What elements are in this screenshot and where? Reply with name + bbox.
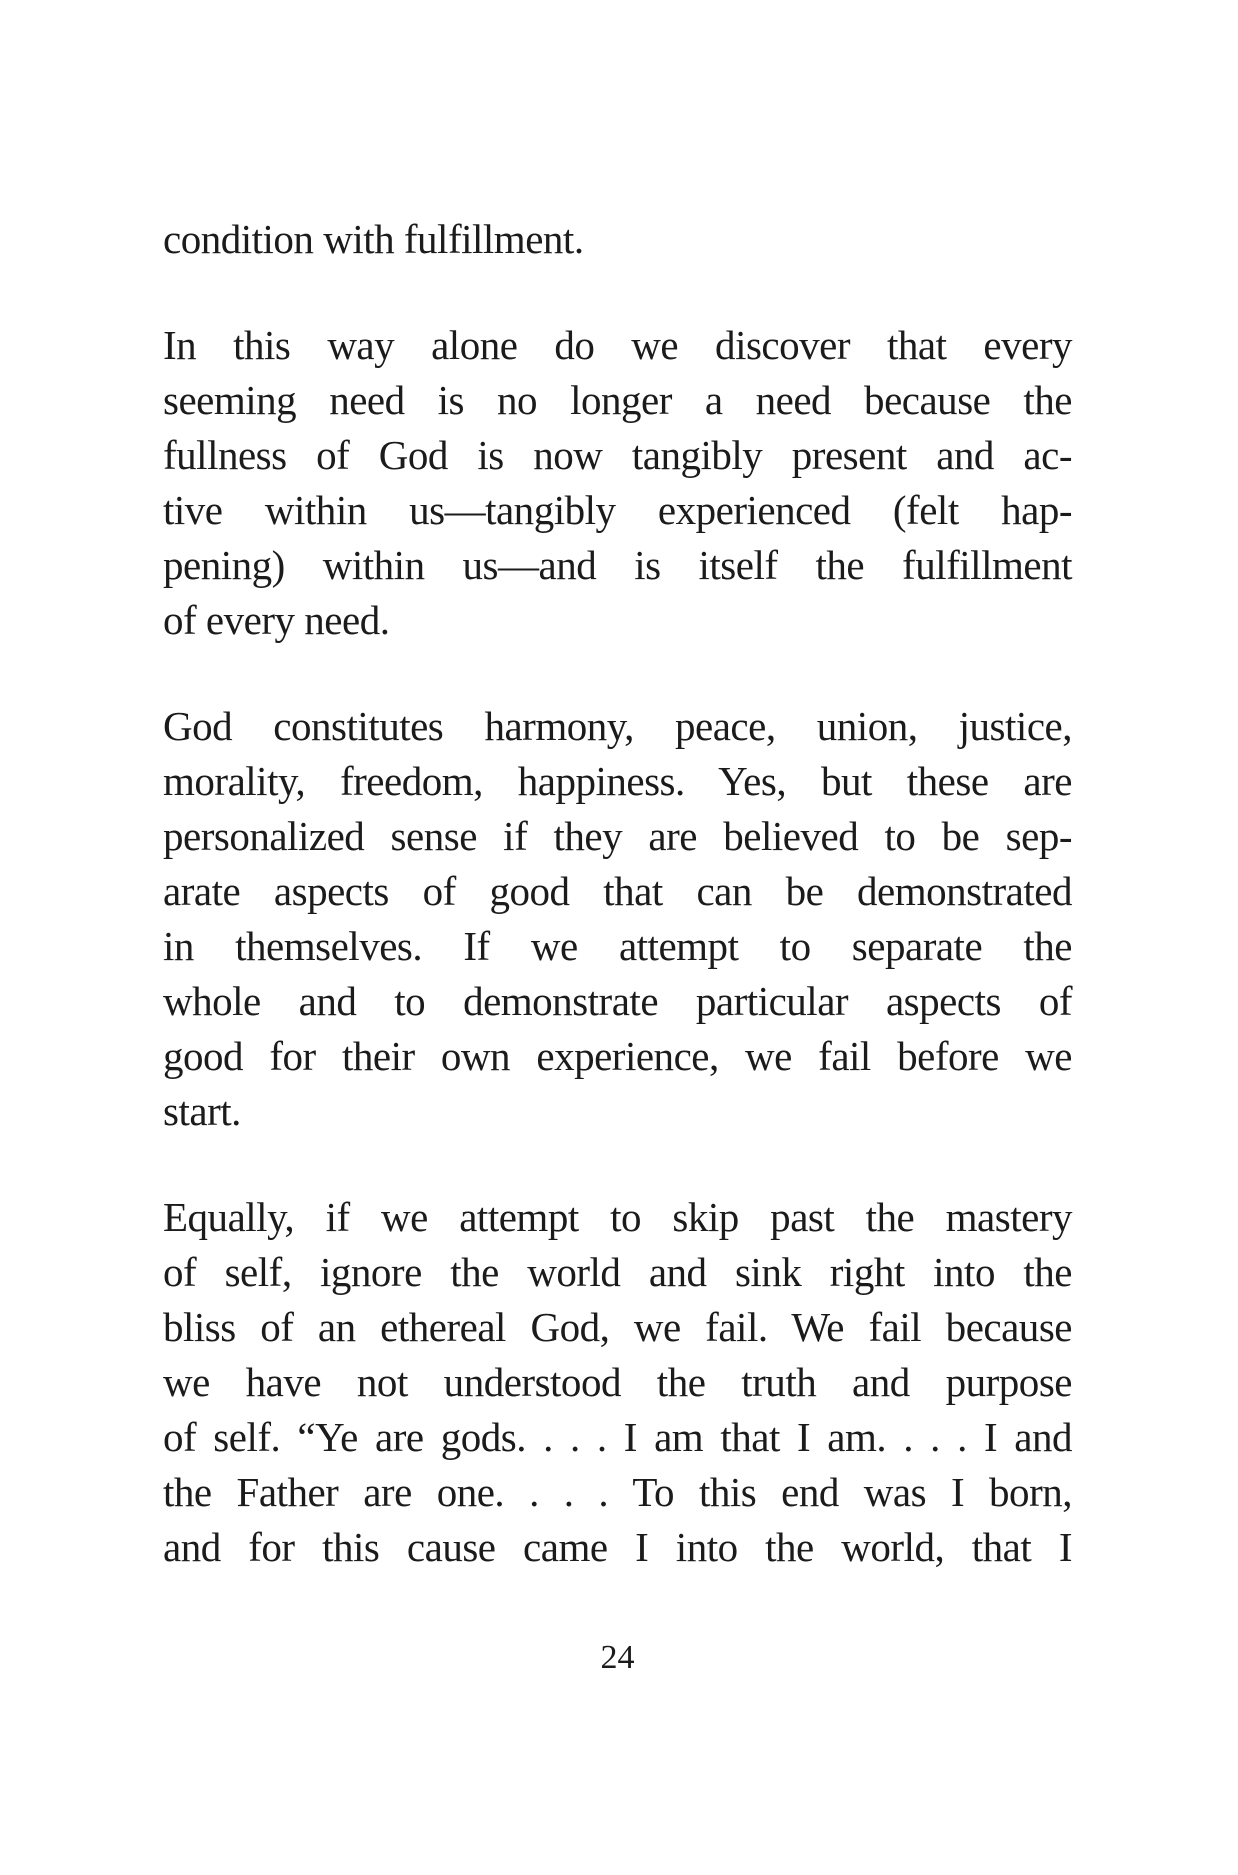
text-line: start.: [163, 1088, 241, 1134]
text-line: fullness of God is now tangibly present and ac-: [163, 432, 1072, 478]
text-line: bliss of an ethereal God, we fail. We fail because: [163, 1304, 1072, 1350]
text-line: we have not understood the truth and purpose: [163, 1359, 1072, 1405]
text-line: pening) within us—and is itself the fulfillment: [163, 542, 1072, 588]
text-line: seeming need is no longer a need because the: [163, 377, 1072, 423]
text-line: tive within us—tangibly experienced (felt hap-: [163, 487, 1072, 533]
paragraph: [163, 212, 1072, 267]
paragraph: [163, 699, 1072, 1139]
text-line: of self, ignore the world and sink right into the: [163, 1249, 1072, 1295]
text-line: morality, freedom, happiness. Yes, but these are: [163, 758, 1072, 804]
text-line: whole and to demonstrate particular aspects of: [163, 978, 1072, 1024]
text-line: personalized sense if they are believed to be sep-: [163, 813, 1072, 859]
paragraph: [163, 1190, 1072, 1575]
text-line: and for this cause came I into the world, that I: [163, 1524, 1072, 1570]
text-line: condition with fulfillment.: [163, 216, 584, 262]
text-line: of every need.: [163, 597, 390, 643]
paragraph: [163, 318, 1072, 648]
text-line: In this way alone do we discover that every: [163, 322, 1072, 368]
text-block: [163, 212, 1072, 1575]
text-line: Equally, if we attempt to skip past the mastery: [163, 1194, 1072, 1240]
text-line: good for their own experience, we fail before we: [163, 1033, 1072, 1079]
page-number: 24: [600, 1639, 635, 1676]
text-line: in themselves. If we attempt to separate the: [163, 923, 1072, 969]
text-line: arate aspects of good that can be demonstrated: [163, 868, 1072, 914]
text-line: the Father are one. . . . To this end was I born,: [163, 1469, 1072, 1515]
text-line: of self. “Ye are gods. . . . I am that I am. . . . I and: [163, 1414, 1072, 1460]
text-line: God constitutes harmony, peace, union, justice,: [163, 703, 1072, 749]
